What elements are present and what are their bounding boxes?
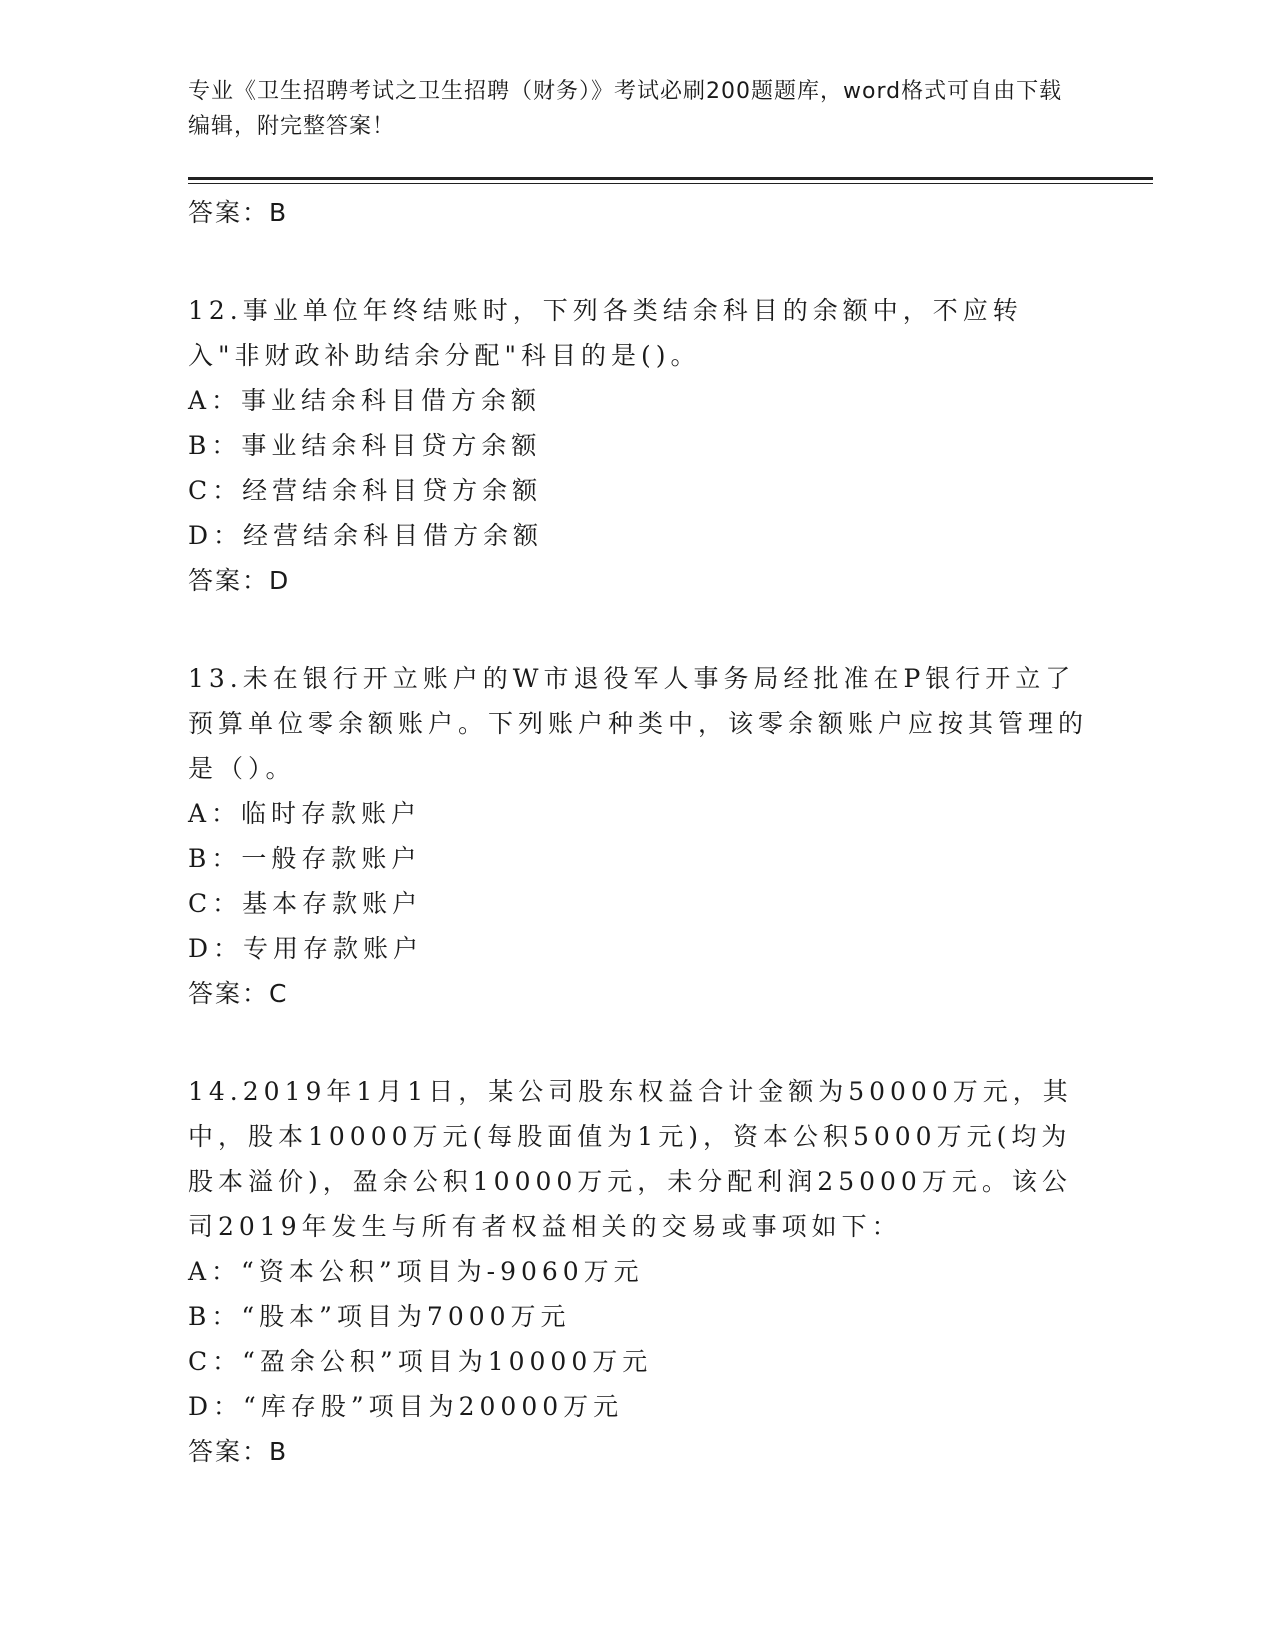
answer-text: 答案：B xyxy=(188,1437,289,1466)
option-a: A：临时存款账户 xyxy=(188,799,422,828)
question-item xyxy=(188,1069,1088,1475)
question-text: 12.事业单位年终结账时，下列各类结余科目的余额中，不应转入"非财政补助结余分配"科目的是()。 xyxy=(188,296,1023,370)
answer-text: 答案：D xyxy=(188,566,291,595)
option-a: A：“资本公积”项目为-9060万元 xyxy=(188,1257,644,1286)
option-b: B：事业结余科目贷方余额 xyxy=(188,431,542,460)
option-c: C：经营结余科目贷方余额 xyxy=(188,476,543,505)
option-d: D：经营结余科目借方余额 xyxy=(188,521,544,550)
question-text: 13.未在银行开立账户的W市退役军人事务局经批准在P银行开立了预算单位零余额账户。下列账户种类中，该零余额账户应按其管理的是（）。 xyxy=(188,664,1089,783)
spacer xyxy=(188,604,1088,656)
question-text: 14.2019年1月1日，某公司股东权益合计金额为50000万元，其中，股本10000万元(每股面值为1元)，资本公积5000万元(均为股本溢价)，盈余公积10000万元，未分配利润25000万元。该公司2019年发生与所有者权益相关的交易或事项如下： xyxy=(188,1077,1073,1241)
option-d: D：“库存股”项目为20000万元 xyxy=(188,1392,624,1421)
option-c: C：基本存款账户 xyxy=(188,889,423,918)
question-item xyxy=(188,288,1088,604)
option-b: B：“股本”项目为7000万元 xyxy=(188,1302,571,1331)
spacer xyxy=(188,1017,1088,1069)
previous-answer: 答案：B xyxy=(188,198,289,227)
answer-text: 答案：C xyxy=(188,979,289,1008)
document-header: 专业《卫生招聘考试之卫生招聘（财务）》考试必刷200题题库，word格式可自由下载编辑，附完整答案！ xyxy=(188,79,1063,139)
header-rule-thick xyxy=(188,177,1153,180)
spacer xyxy=(188,236,1088,288)
option-d: D：专用存款账户 xyxy=(188,934,424,963)
option-c: C：“盈余公积”项目为10000万元 xyxy=(188,1347,653,1376)
question-item xyxy=(188,656,1088,1017)
header-rule-thin xyxy=(188,183,1153,184)
option-b: B：一般存款账户 xyxy=(188,844,422,873)
option-a: A：事业结余科目借方余额 xyxy=(188,386,542,415)
question-list xyxy=(188,190,1088,1475)
